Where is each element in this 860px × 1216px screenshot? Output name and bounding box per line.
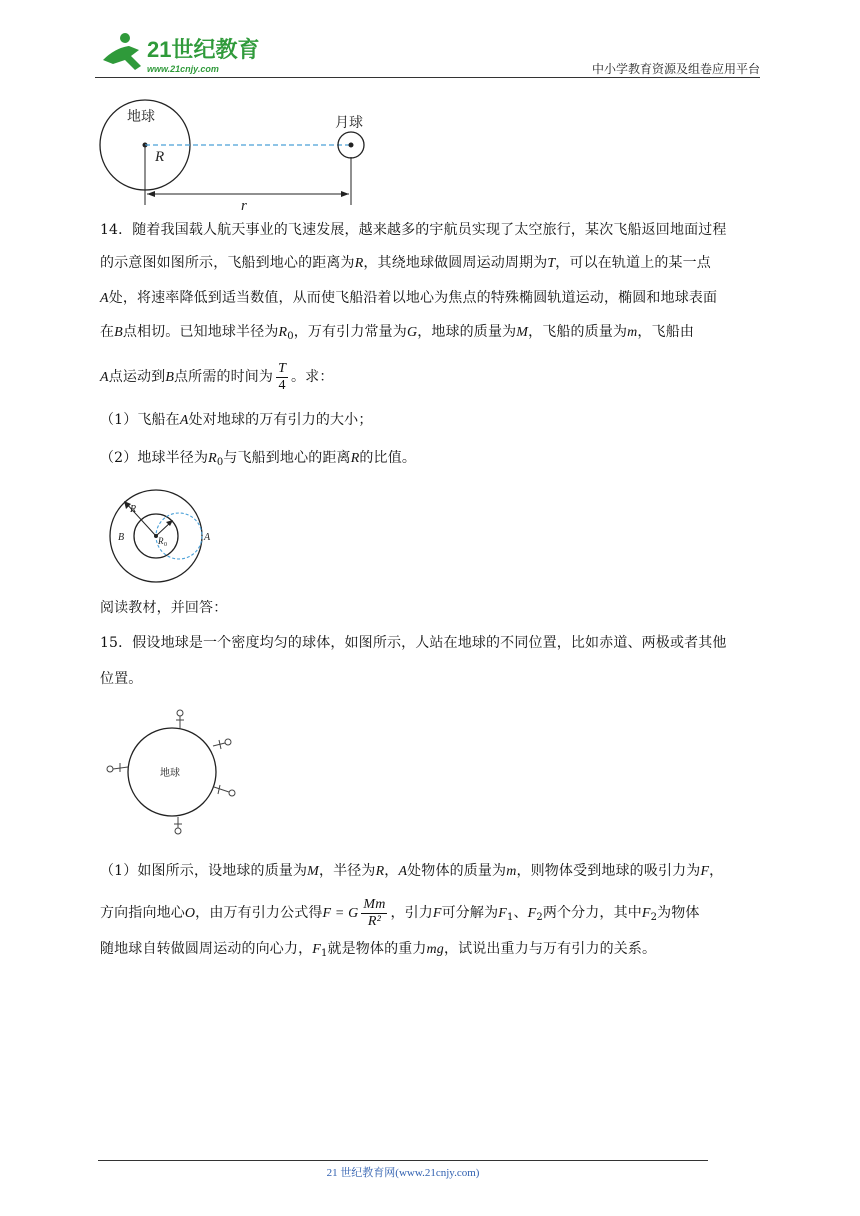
- subscript-0: 0: [164, 542, 167, 548]
- q14-text: ，飞船的质量为: [528, 324, 628, 340]
- q14-text: 点相切。已知地球半径为: [122, 324, 279, 340]
- fraction-Mm-over-R2: $\frac{Mm}{\text{R²}}$: [363, 896, 386, 929]
- var-A: A: [398, 864, 408, 879]
- read-instruction: 阅读教材，并回答：: [100, 600, 228, 616]
- var-R: R: [354, 256, 364, 271]
- page-header: [95, 30, 760, 78]
- person-icon: [176, 710, 184, 728]
- q14-sub2: （2）地球半径为$R_0$与飞船到地心的距离R的比值。: [100, 450, 416, 468]
- point-B-label: B: [118, 532, 125, 543]
- var-A: A: [100, 291, 109, 306]
- distance-label: r: [241, 198, 247, 210]
- var-F1: F: [498, 906, 507, 921]
- var-M: M: [516, 325, 529, 340]
- var-O: O: [184, 906, 196, 921]
- q14-text: ，飞船由: [637, 324, 695, 340]
- site-logo: [95, 30, 265, 76]
- gravitation-formula: F = G: [322, 906, 359, 921]
- footer-text[interactable]: 21 世纪教育网(www.21cnjy.com): [326, 1167, 480, 1179]
- radius-label: R: [155, 149, 165, 165]
- q14-line5: [100, 360, 762, 395]
- person-icon: [174, 817, 182, 834]
- inner-radius-label: R: [158, 536, 164, 546]
- subscript-0: 0: [216, 457, 224, 468]
- q14-text: 点运动到: [108, 369, 166, 385]
- q14-text: ，其绕地球做圆周运动周期为: [363, 255, 548, 271]
- var-G: G: [406, 325, 418, 340]
- subscript-0: 0: [287, 331, 294, 342]
- earth-label: 地球: [127, 109, 155, 125]
- var-F: F: [432, 906, 442, 921]
- var-m: m: [506, 864, 517, 879]
- q15-sub1-line2: 方向指向地心O，由万有引力公式得F = G $\frac{Mm}{\text{R²}}$ ，引力F可分解为$F_1$、$F_2$两个分力，其中$F_2$为物体: [100, 896, 700, 929]
- var-R: R: [375, 864, 385, 879]
- var-F1: F: [312, 942, 321, 957]
- q14-line3: [100, 288, 762, 309]
- var-m: m: [627, 325, 638, 340]
- header-divider: [95, 77, 760, 78]
- q15-sub1-line3: 随地球自转做圆周运动的向心力，$F_1$就是物体的重力mg，试说出重力与万有引力的关系。: [100, 941, 657, 959]
- logo-url: www.21cnjy.com: [147, 64, 219, 74]
- person-icon: [107, 763, 128, 772]
- earth-people-diagram: [100, 700, 240, 840]
- moon-label: 月球: [335, 115, 363, 131]
- q14-line4: [100, 322, 762, 347]
- earth-moon-diagram: [95, 95, 375, 210]
- runner-icon: [103, 33, 141, 70]
- subscript-1: 1: [320, 948, 328, 959]
- q14-line1: 14．随着我国载人航天事业的飞速发展，越来越多的宇航员实现了太空旅行，某次飞船返回地面过程: [100, 222, 727, 238]
- q14-text: 点所需的时间为: [174, 369, 274, 385]
- var-B: B: [114, 325, 123, 340]
- var-mg: mg: [426, 942, 444, 957]
- var-F2: F: [527, 906, 537, 921]
- subscript-2: 2: [536, 912, 543, 923]
- q15-line2: 位置。: [100, 671, 143, 687]
- q14-text: 的示意图如图所示，飞船到地心的距离为: [100, 255, 355, 271]
- footer-divider: [98, 1160, 708, 1161]
- q14-line2: [100, 253, 762, 274]
- point-A-label: A: [204, 532, 211, 543]
- var-R0: R: [208, 451, 217, 466]
- platform-name: 中小学教育资源及组卷应用平台: [591, 62, 760, 76]
- var-A: A: [100, 370, 109, 385]
- q14-text: ，万有引力常量为: [293, 324, 407, 340]
- logo-text: 21世纪教育: [147, 37, 260, 62]
- q15-sub1-line1: （1）如图所示，设地球的质量为M，半径为R，A处物体的质量为m，则物体受到地球的吸引力为F，: [100, 863, 724, 879]
- var-T: T: [547, 256, 556, 271]
- q14-sub1: （1）飞船在A处对地球的万有引力的大小；: [100, 412, 373, 428]
- person-icon: [213, 739, 231, 749]
- q14-text: 在: [100, 324, 115, 340]
- var-M: M: [307, 864, 319, 879]
- var-F: F: [700, 864, 710, 879]
- var-R: R: [350, 451, 360, 466]
- var-A: A: [179, 413, 189, 428]
- subscript-2: 2: [650, 912, 658, 923]
- outer-radius-label: R: [130, 504, 137, 515]
- subscript-1: 1: [506, 912, 514, 923]
- person-icon: [214, 785, 235, 796]
- var-R0: R: [278, 325, 288, 340]
- q14-text: 。求：: [291, 369, 334, 385]
- var-F2: F: [641, 906, 651, 921]
- fraction-T-over-4: $\frac{T}{4}$: [278, 360, 287, 393]
- q14-text: 处，将速率降低到适当数值，从而使飞船沿着以地心为焦点的特殊椭圆轨道运动，椭圆和地球表面: [108, 290, 718, 306]
- q14-text: ，地球的质量为: [417, 324, 517, 340]
- orbit-diagram: [98, 486, 218, 586]
- q14-text: ，可以在轨道上的某一点: [555, 255, 711, 271]
- q15-line1: 15．假设地球是一个密度均匀的球体，如图所示，人站在地球的不同位置，比如赤道、两极或者其他: [100, 635, 727, 651]
- earth-label: 地球: [160, 768, 180, 779]
- var-B: B: [165, 370, 175, 385]
